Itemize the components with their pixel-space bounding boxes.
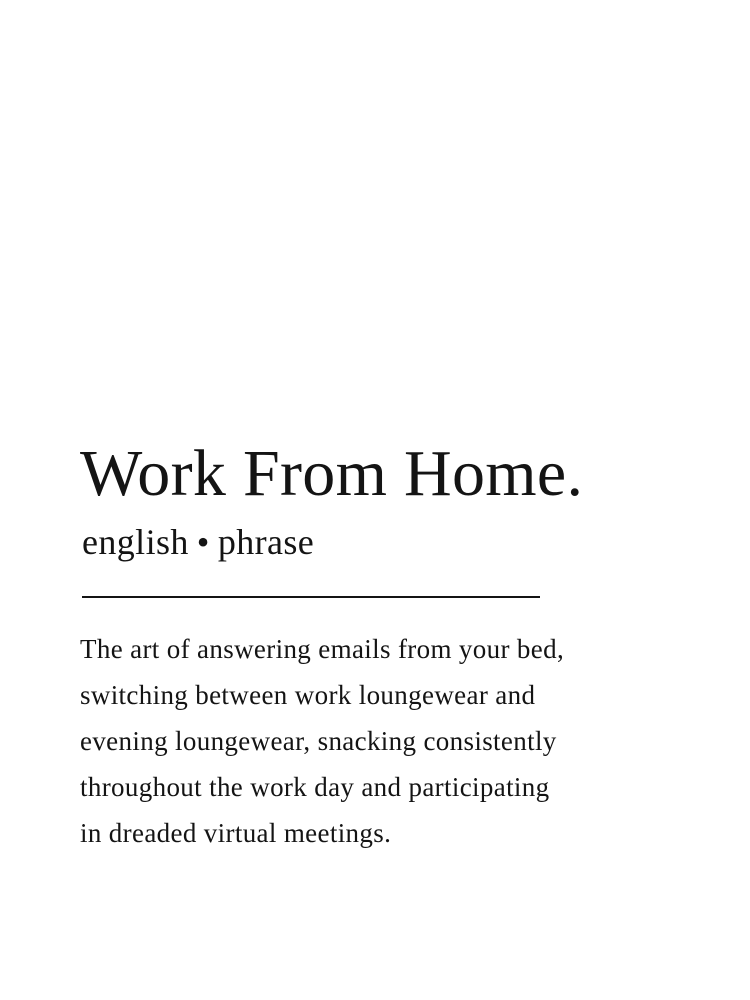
definition-line-2: switching between work loungewear and bbox=[80, 680, 536, 710]
divider-line bbox=[82, 596, 540, 598]
definition-line-3: evening loungewear, snacking consistently bbox=[80, 726, 557, 756]
definition-line-4: throughout the work day and participating bbox=[80, 772, 550, 802]
bullet-separator: • bbox=[196, 522, 210, 562]
definition-line-5: in dreaded virtual meetings. bbox=[80, 818, 392, 848]
definition-text bbox=[80, 626, 680, 856]
language-label: english bbox=[82, 522, 189, 562]
term-meta bbox=[82, 520, 690, 564]
term-title: Work From Home. bbox=[80, 437, 584, 510]
definition-block bbox=[80, 436, 690, 856]
definition-line-1: The art of answering emails from your bed, bbox=[80, 634, 565, 664]
part-of-speech-label: phrase bbox=[217, 522, 315, 562]
